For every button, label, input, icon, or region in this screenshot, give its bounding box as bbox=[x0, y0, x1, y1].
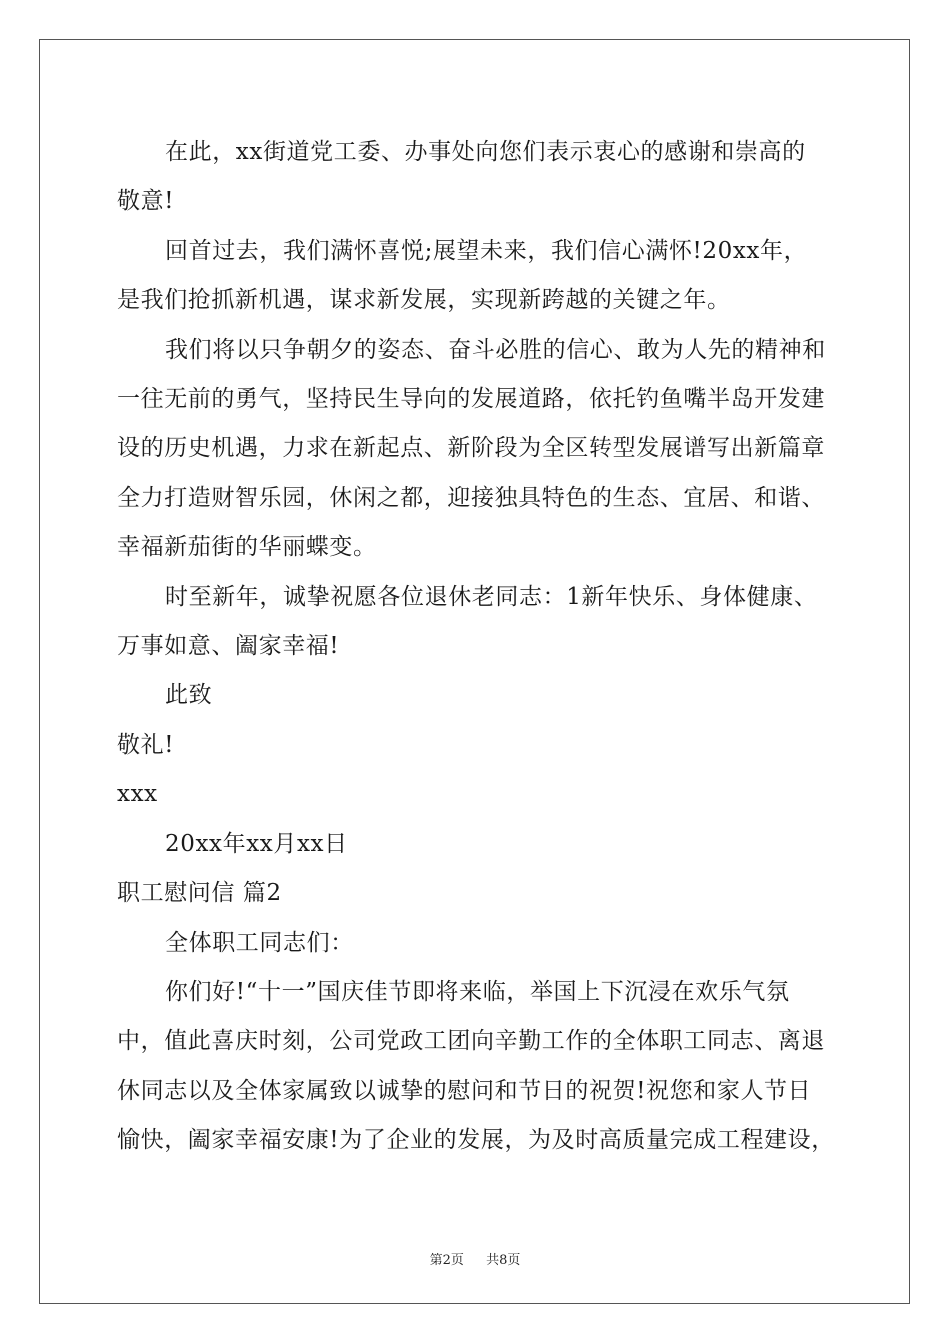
text-line: 全力打造财智乐园，休闲之都，迎接独具特色的生态、宜居、和谐、 bbox=[117, 484, 825, 511]
text-line: 职工慰问信 篇2 bbox=[117, 880, 282, 907]
text-line: 休同志以及全体家属致以诚挚的慰问和节日的祝贺!祝您和家人节日 bbox=[117, 1077, 812, 1104]
document-body bbox=[117, 128, 837, 1166]
text-line: 你们好!“十一”国庆佳节即将来临，举国上下沉浸在欢乐气氛 bbox=[165, 978, 790, 1005]
text-line: 时至新年，诚挚祝愿各位退休老同志：1新年快乐、身体健康、 bbox=[165, 583, 818, 610]
text-line: 全体职工同志们： bbox=[165, 929, 354, 956]
text-line: 万事如意、阖家幸福! bbox=[117, 633, 340, 660]
page-number: 第2页 bbox=[429, 1253, 464, 1268]
text-line: 一往无前的勇气，坚持民生导向的发展道路，依托钓鱼嘴半岛开发建 bbox=[117, 386, 825, 413]
text-line: 幸福新茄街的华丽蝶变。 bbox=[117, 534, 377, 561]
text-line: 此致 bbox=[165, 682, 213, 709]
text-line: 敬礼! bbox=[117, 731, 175, 758]
text-line: xxx bbox=[117, 781, 158, 808]
text-line: 在此，xx街道党工委、办事处向您们表示衷心的感谢和崇高的 bbox=[165, 139, 806, 165]
text-line: 回首过去，我们满怀喜悦;展望未来，我们信心满怀!20xx年， bbox=[165, 237, 808, 264]
text-line: 设的历史机遇，力求在新起点、新阶段为全区转型发展谱写出新篇章 bbox=[117, 435, 825, 462]
text-line: 敬意! bbox=[117, 188, 175, 215]
total-pages: 共8页 bbox=[486, 1253, 521, 1268]
text-line: 中，值此喜庆时刻，公司党政工团向辛勤工作的全体职工同志、离退 bbox=[117, 1028, 825, 1055]
text-line: 20xx年xx月xx日 bbox=[165, 830, 348, 857]
text-line: 是我们抢抓新机遇，谋求新发展，实现新跨越的关键之年。 bbox=[117, 287, 731, 314]
text-line: 愉快，阖家幸福安康!为了企业的发展，为及时高质量完成工程建设， bbox=[117, 1127, 835, 1154]
page-footer bbox=[0, 1249, 950, 1268]
text-line: 我们将以只争朝夕的姿态、奋斗必胜的信心、敢为人先的精神和 bbox=[165, 336, 826, 363]
